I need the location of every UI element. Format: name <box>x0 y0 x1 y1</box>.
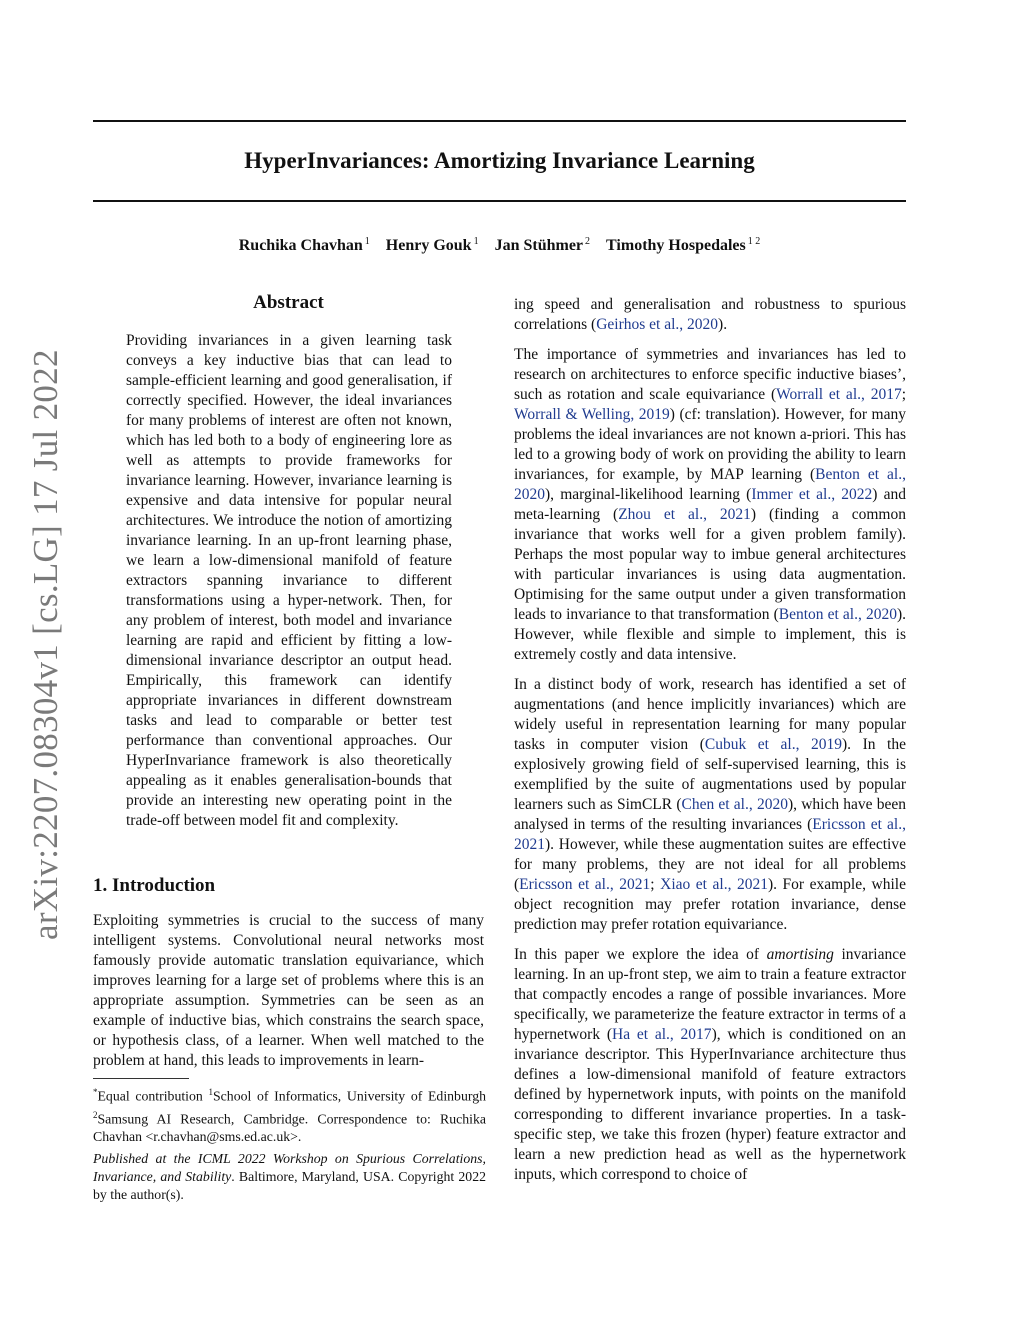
abstract-heading: Abstract <box>253 292 324 313</box>
citation-link[interactable]: Zhou et al., 2021 <box>618 506 751 523</box>
citation-link[interactable]: Geirhos et al., 2020 <box>596 316 719 333</box>
title-top-rule <box>93 120 906 122</box>
citation-link[interactable]: Immer et al., 2022 <box>751 486 873 503</box>
citation-link[interactable]: Benton et al., 2020 <box>514 466 906 503</box>
introduction-paragraph: Exploiting symmetries is crucial to the success of many intelligent systems. Convolutional neural networks most famously provide automatic translation equivariance, which improves learning for a large set of problems where this is an appropriate assumption. Symmetries can be seen as an example of inductive bias, which constrains the search space, or hypothesis class, of a learner. When well matched to the problem at hand, this leads to improvements in learn- <box>93 912 484 1069</box>
author: Henry Gouk $^1$ <box>385 236 479 255</box>
paragraph: In a distinct body of work, research has identified a set of augmentations (and hence implicitly invariances) which are widely useful in representation learning for many popular tasks in computer vision (Cubuk et al., 2019). In the explosively growing field of self-supervised learning, this is exemplified by the suite of augmentations used by popular learners such as SimCLR (Chen et al., 2020), which have been analysed in terms of the resulting invariances (Ericsson et al., 2021). However, while these augmentation suites are effective for many problems, they are not ideal for all problems (Ericsson et al., 2021; Xiao et al., 2021). For example, while object recognition may prefer rotation invariance, dense prediction may prefer rotation equivariance. <box>514 676 907 933</box>
abstract-text: Providing invariances in a given learning task conveys a key inductive bias that can lead to sample-efficient learning and good generalisation, if correctly specified. However, the ideal invariances for many problems of interest are often not known, which has led both to a body of engineering lore as well as attempts to provide frameworks for invariance learning. However, invariance learning is expensive and data intensive for popular neural architectures. We introduce the notion of amortizing invariance learning. In an up-front learning phase, we learn a low-dimensional manifold of feature extractors spanning invariance to different transformations using a hyper-network. Then, for any problem of interest, both model and invariance learning are rapid and efficient by fitting a low-dimensional invariance descriptor an output head. Empirically, this framework can identify appropriate invariances in different downstream tasks and lead to comparable or better test performance than conventional approaches. Our HyperInvariance framework is also theoretically appealing as it enables generalisation-bounds that provide an interesting new operating point in the trade-off between model fit and complexity. <box>126 332 452 829</box>
citation-link[interactable]: Ericsson et al., 2021 <box>514 816 906 853</box>
title-bottom-rule <box>93 200 906 202</box>
author: Ruchika Chavhan $^1$ <box>238 236 370 255</box>
citation-link[interactable]: Cubuk et al., 2019 <box>704 736 842 753</box>
citation-link[interactable]: Worrall et al., 2017 <box>776 386 902 403</box>
citation-link[interactable]: Benton et al., 2020 <box>778 606 897 623</box>
author-list <box>93 236 906 255</box>
citation-link[interactable]: Worrall & Welling, 2019 <box>514 406 670 423</box>
paragraph: The importance of symmetries and invariances has led to research on architectures to enforce specific inductive biases’, such as rotation and scale equivariance (Worrall et al., 2017; Worrall & Welling, 2019) (cf: translation). However, for many problems the ideal invariances are not known a-priori. This has led to a growing body of work on providing the ability to learn invariances, for example, by MAP learning (Benton et al., 2020), marginal-likelihood learning (Immer et al., 2022) and meta-learning (Zhou et al., 2021) (finding a common invariance that works well for a given problem family). Perhaps the most popular way to imbue general architectures with particular invariances is using data augmentation. Optimising for the same output under a given transformation leads to invariance to that transformation (Benton et al., 2020). However, while flexible and simple to implement, this is extremely costly and data intensive. <box>514 346 907 663</box>
introduction-heading: 1. Introduction <box>93 875 216 896</box>
paragraph: In this paper we explore the idea of amortising invariance learning. In an up-front step, we aim to train a feature extractor that compactly encodes a range of possible invariances. More specifically, we parameterize the feature extractor in terms of a hypernetwork (Ha et al., 2017), which is conditioned on an invariance descriptor. This HyperInvariance architecture thus defines a low-dimensional manifold of feature extractors defined by hypernetwork inputs, with points on the manifold corresponding to different invariance properties. In a task-specific step, we take this frozen (hyper) feature extractor and learn a new prediction head as well as the hypernetwork inputs, which correspond to choice of <box>514 946 906 1183</box>
citation-link[interactable]: Xiao et al., 2021 <box>660 876 768 893</box>
right-column <box>514 295 906 1195</box>
arxiv-identifier: arXiv:2207.08304v1 [cs.LG] 17 Jul 2022 <box>26 349 65 940</box>
citation-link[interactable]: Ericsson et al., 2021 <box>519 876 651 893</box>
citation-link[interactable]: Chen et al., 2020 <box>681 796 788 813</box>
paragraph: ing speed and generalisation and robustness to spurious correlations (Geirhos et al., 2020). <box>514 296 906 333</box>
affiliation-footnote: *Equal contribution $^1$School of Informatics, University of Edinburgh $^2$Samsung AI Research, Cambridge. Correspondence to: Ruchika Chavhan <r.chavhan@sms.ed.ac.uk>. <box>93 1087 486 1145</box>
footnote-rule <box>93 1078 189 1079</box>
citation-link[interactable]: Ha et al., 2017 <box>612 1026 712 1043</box>
paper-title: HyperInvariances: Amortizing Invariance Learning <box>244 148 755 173</box>
publication-note: Published at the ICML 2022 Workshop on Spurious Correlations, Invariance, and Stability. Baltimore, Maryland, USA. Copyright 2022 by the author(s). <box>93 1151 486 1202</box>
author: Timothy Hospedales $^{1 2}$ <box>606 236 761 255</box>
author: Jan Stühmer $^2$ <box>494 236 591 255</box>
